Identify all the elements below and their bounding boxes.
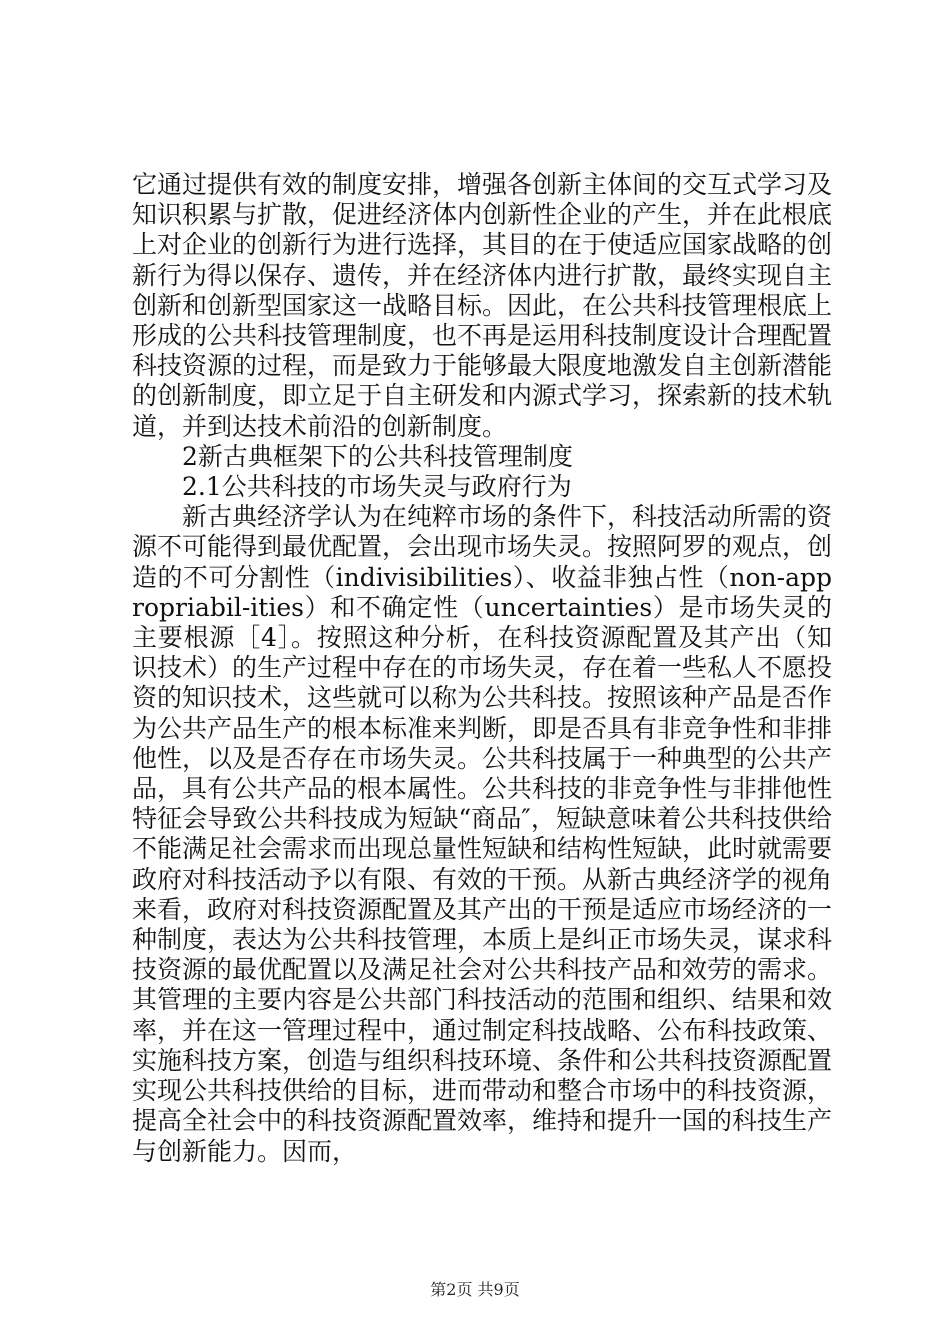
paragraph-continuation: 它通过提供有效的制度安排，增强各创新主体间的交互式学习及知识积累与扩散，促进经济体内创新性企业的产生，并在此根底上对企业的创新行为进行选择，其目的在于使适应国家战略的创新行为得以保存、遗传，并在经济体内进行扩散，最终实现自主创新和创新型国家这一战略目标。因此，在公共科技管理根底上形成的公共科技管理制度，也不再是运用科技制度设计合理配置科技资源的过程，而是致力于能够最大限度地激发自主创新潜能的创新制度，即立足于自主研发和内源式学习，探索新的技术轨道，并到达技术前沿的创新制度。 xyxy=(132,170,833,441)
section-heading-2: 2新古典框架下的公共科技管理制度 xyxy=(182,441,573,471)
page-footer: 第2页 共9页 xyxy=(430,1280,520,1299)
subsection-heading-2-1: 2.1公共科技的市场失灵与政府行为 xyxy=(182,472,572,502)
paragraph-market-failure: 新古典经济学认为在纯粹市场的条件下，科技活动所需的资源不可能得到最优配置，会出现市场失灵。按照阿罗的观点，创造的不可分割性（indivisibilities）、收益非独占性（non-appropriabil-ities）和不确定性（uncertainties）是市场失灵的主要根源［4］。按照这种分析，在科技资源配置及其产出（知识技术）的生产过程中存在的市场失灵，存在着一些私人不愿投资的知识技术，这些就可以称为公共科技。按照该种产品是否作为公共产品生产的根本标准来判断，即是否具有非竞争性和非排他性，以及是否存在市场失灵。公共科技属于一种典型的公共产品，具有公共产品的根本属性。公共科技的非竞争性与非排他性特征会导致公共科技成为短缺“商品″，短缺意味着公共科技供给不能满足社会需求而出现总量性短缺和结构性短缺，此时就需要政府对科技活动予以有限、有效的干预。从新古典经济学的视角来看，政府对科技资源配置及其产出的干预是适应市场经济的一种制度，表达为公共科技管理，本质上是纠正市场失灵，谋求科技资源的最优配置以及满足社会对公共科技产品和效劳的需求。其管理的主要内容是公共部门科技活动的范围和组织、结果和效率，并在这一管理过程中，通过制定科技战略、公布科技政策、实施科技方案，创造与组织科技环境、条件和公共科技资源配置实现公共科技供给的目标，进而带动和整合市场中的科技资源，提高全社会中的科技资源配置效率，维持和提升一国的科技生产与创新能力。因而， xyxy=(132,502,833,1166)
document-body xyxy=(132,170,832,1167)
